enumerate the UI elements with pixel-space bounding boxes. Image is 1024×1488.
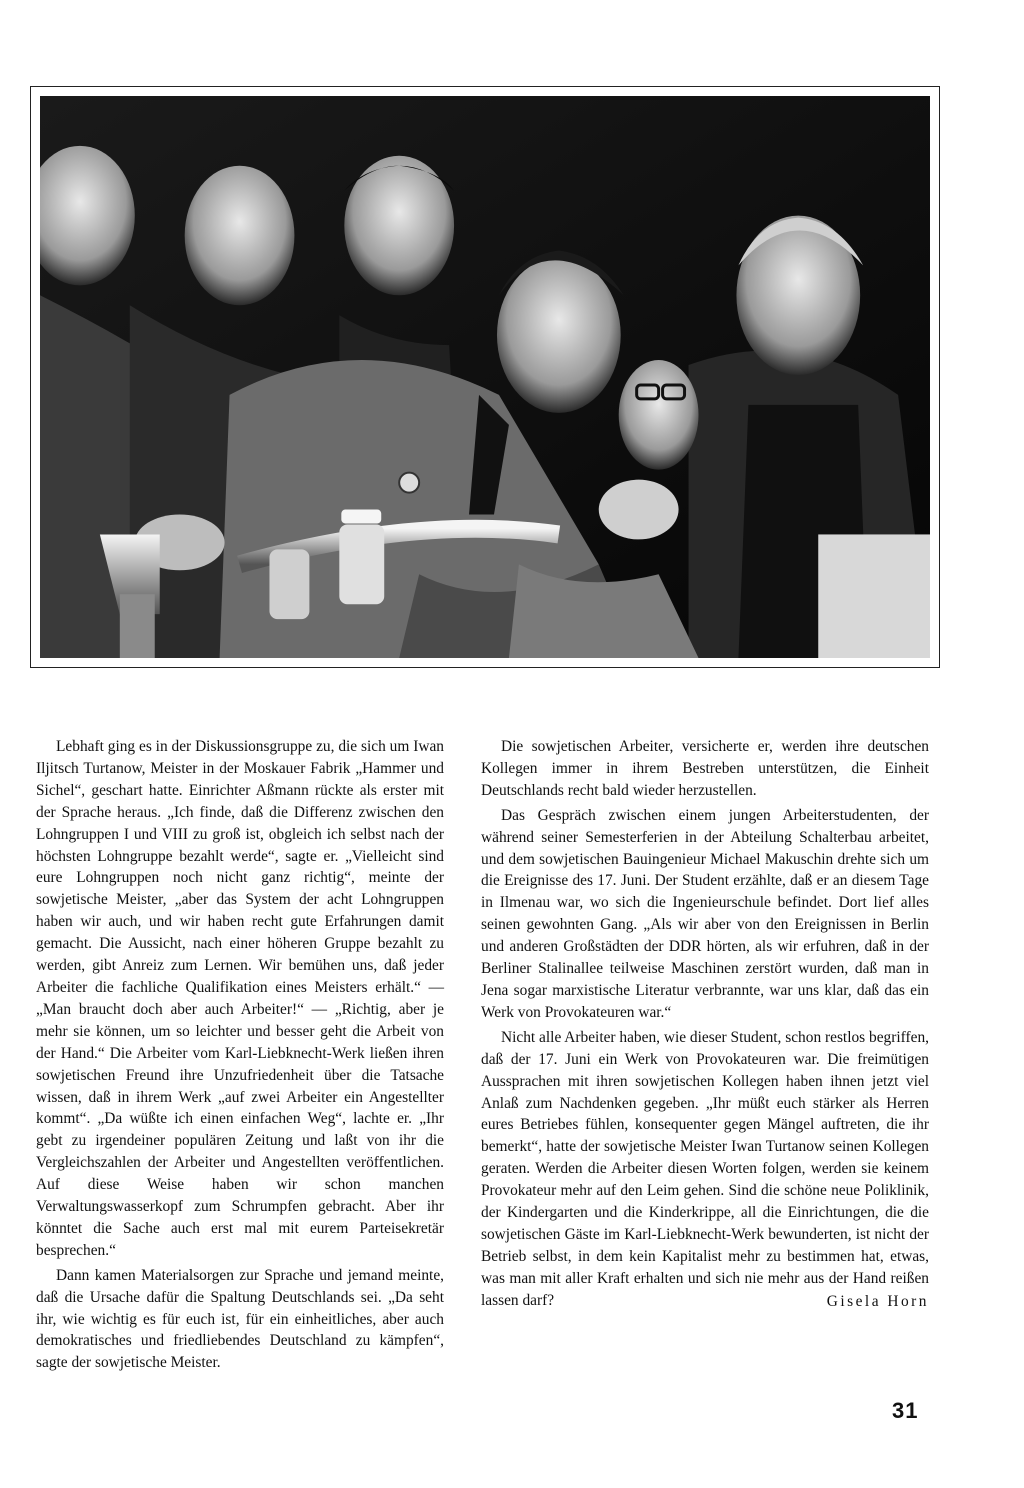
photograph xyxy=(40,96,930,658)
article-column-right xyxy=(481,736,929,1312)
paragraph: Nicht alle Arbeiter haben, wie dieser Student, schon restlos begriffen, daß der 17. Juni ein Werk von Provokateuren war. Die freimütigen Aussprachen mit ihren sowjetischen Kollegen haben ihnen jetzt viel Anlaß zum Nachdenken gegeben. „Ihr müßt euch stärker als Herren eures Betriebes fühlen, konsequenter gegen Mängel auftreten, die ihr bemerkt“, hatte der sowjetische Meister Iwan Turtanow seinen Kollegen geraten. Werden die Arbeiter diesen Worten folgen, werden sie keinem Provokateur mehr auf den Leim gehen. Sind die schöne neue Poliklinik, der Kindergarten und die Kinderkrippe, all die Einrichtungen, die die sowjetischen Gäste im Karl-Liebknecht-Werk bewunderten, ist nicht der Betrieb selbst, in dem kein Kapitalist mehr zu bestimmen hat, etwas, was man mit aller Kraft erhalten und sich nie mehr aus der Hand reißen lassen darf? xyxy=(481,1028,929,1309)
paragraph: Die sowjetischen Arbeiter, versicherte er, werden ihre deutschen Kollegen immer in ihrem Bestreben unterstützen, die Einheit Deutschlands recht bald wieder herzustellen. xyxy=(481,738,929,799)
paragraph: Lebhaft ging es in der Diskussionsgruppe zu, die sich um Iwan Iljitsch Turtanow, Meister in der Moskauer Fabrik „Hammer und Sichel“, geschart hatte. Einrichter Aßmann rückte als erster mit der Sprache heraus. „Ich finde, daß die Differenz zwischen den Lohngruppen I und VIII zu groß ist, obgleich ich selbst nach der höchsten Lohngruppe bezahlt werde“, sagte er. „Vielleicht sind eure Lohngruppen noch nicht ganz richtig“, meinte der sowjetische Meister, „aber das System der acht Lohngruppen haben wir auch, und wir haben recht gute Erfahrungen damit gemacht. Die Aussicht, nach einer höheren Gruppe bezahlt zu werden, gibt Anreiz zum Lernen. Wir bemühen uns, daß jeder Arbeiter die fachliche Qualifikation eines Meisters erhält.“ — „Man braucht doch aber auch Arbeiter!“ — „Richtig, aber je mehr sie können, um so leichter und besser geht die Arbeit von der Hand.“ Die Arbeiter vom Karl-Liebknecht-Werk ließen ihren sowjetischen Freund ihre Unzufriedenheit über die Tatsache wissen, daß in ihrem Werk „auf zwei Arbeiter ein Angestellter kommt“. „Da wüßte ich einen einfachen Weg“, lachte er. „Ihr gebt zu irgendeiner populären Zeitung und laßt von ihr die Vergleichszahlen der Arbeiter und Angestellten veröffentlichen. Auf diese Weise haben wir schon manchen Verwaltungswasserkopf zum Schrumpfen gebracht. Aber ihr könntet die Sache auch erst mal mit eurem Parteisekretär besprechen.“ xyxy=(36,738,444,1259)
paragraph: Dann kamen Materialsorgen zur Sprache und jemand meinte, daß die Ursache dafür die Spaltung Deutschlands sei. „Da seht ihr, wie wichtig es für euch ist, für ein einheitliches, aber auch demokratisches und friedliebendes Deutschland zu kämpfen“, sagte der sowjetische Meister. xyxy=(36,1266,444,1372)
photo-frame xyxy=(30,86,940,668)
page-number: 31 xyxy=(892,1398,919,1423)
article-column-left xyxy=(36,736,444,1374)
photo-workers-at-machine-icon xyxy=(40,96,930,658)
paragraph: Das Gespräch zwischen einem jungen Arbeiterstudenten, der während seiner Semesterferien in der Abteilung Schalterbau arbeitet, und dem sowjetischen Bauingenieur Michael Makuschin drehte sich um die Ereignisse des 17. Juni. Der Student erzählte, daß er an diesem Tage in Ilmenau war, wo sich die Ingenieurschule befindet. Dort lief alles seinen gewohnten Gang. „Als wir aber von den Ereignissen in Berlin und anderen Großstädten der DDR hörten, als wir erfuhren, daß in der Berliner Stalinallee teilweise Maschinen zerstört wurden, daß man in Jena sogar marxistische Literatur verbrannte, war uns klar, daß das ein Werk von Provokateuren war.“ xyxy=(481,806,929,1021)
author-signature: Gisela Horn xyxy=(826,1292,929,1310)
